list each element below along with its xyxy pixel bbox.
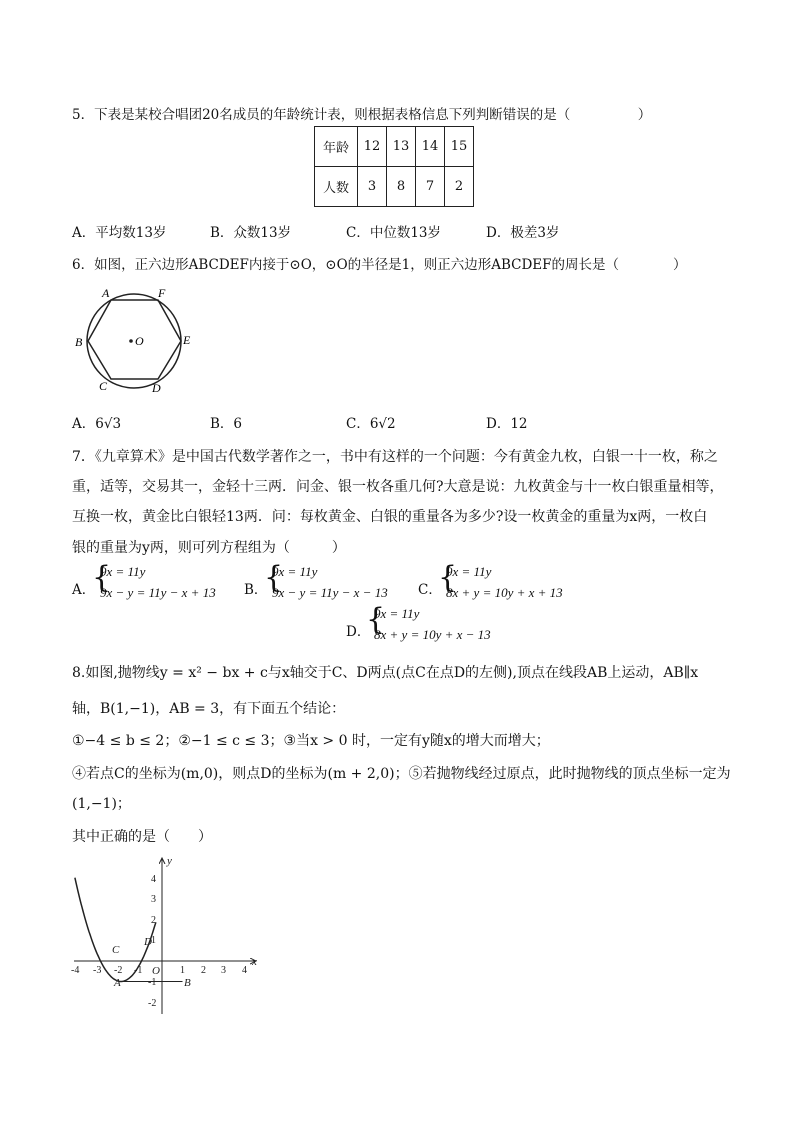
y-tick: 4 (151, 874, 156, 885)
x-tick: 4 (242, 965, 247, 976)
point-d-label: D (144, 936, 152, 948)
x-tick: 3 (221, 965, 226, 976)
y-axis-label: y (167, 855, 172, 867)
table-cell: 2 (445, 167, 474, 207)
table-cell: 人数 (315, 167, 358, 207)
brace: { (366, 602, 386, 637)
q7-option-a-label: A． (72, 582, 96, 598)
x-tick: -1 (134, 965, 143, 976)
q7-b-eq1: 9x = 11y (272, 564, 318, 579)
table-row (315, 167, 474, 207)
q7-option-c-label: C． (418, 582, 442, 598)
label-b: B (75, 335, 83, 349)
q7-d-eq2: 8x + y = 10y + x − 13 (374, 627, 491, 642)
label-c: C (99, 379, 108, 393)
table-cell: 15 (445, 127, 474, 167)
q5-option-b: B．众数13岁 (210, 225, 292, 241)
q6-option-d: D．12 (486, 416, 528, 432)
age-table (314, 126, 474, 207)
q7-a-eq2: 9x − y = 11y − x + 13 (100, 585, 216, 600)
point-b-label: B (184, 977, 191, 989)
circle-o (87, 294, 181, 388)
y-tick: 2 (151, 915, 156, 926)
point-a-label: A (114, 977, 121, 989)
point-c-label: C (112, 944, 120, 956)
q5-option-d: D．极差3岁 (486, 225, 560, 241)
label-o: O (135, 334, 144, 348)
q7-d-eq1: 9x = 11y (374, 606, 420, 621)
table-cell: 14 (416, 127, 445, 167)
table-cell: 年龄 (315, 127, 358, 167)
parabola-graph (68, 852, 268, 1017)
q5-option-a: A．平均数13岁 (72, 225, 167, 241)
q8-line3: ①−4 ≤ b ≤ 2；②−1 ≤ c ≤ 3；③当x > 0 时，一定有y随x的增大而增大； (72, 733, 550, 749)
x-tick: -2 (114, 965, 123, 976)
table-row (315, 127, 474, 167)
y-tick: 1 (151, 935, 156, 946)
label-e: E (183, 333, 191, 347)
brace: { (264, 560, 284, 595)
q7-b-eq2: 9x − y = 11y − x − 13 (272, 585, 388, 600)
q7-option-b-label: B． (244, 582, 268, 598)
table-cell: 3 (358, 167, 387, 207)
brace: { (438, 560, 458, 595)
y-tick: 3 (151, 894, 156, 905)
table-cell: 13 (387, 127, 416, 167)
table-cell: 8 (387, 167, 416, 207)
q7-line4: 银的重量为y两，则可列方程组为（ ） (72, 540, 346, 556)
q7-line2: 重，适等，交易其一，金轻十三两．问金、银一枚各重几何?大意是说：九枚黄金与十一枚白银重量相等， (72, 479, 724, 495)
q6-option-b: B．6 (210, 416, 243, 432)
q8-line1: 8.如图,抛物线y = x² − bx + c与x轴交于C、D两点(点C在点D的左侧),顶点在线段AB上运动，AB∥x (72, 665, 699, 681)
q5-option-c: C．中位数13岁 (346, 225, 442, 241)
point-o-label: O (152, 965, 160, 977)
q7-option-d-label: D． (346, 624, 371, 640)
q5-stem: 5．下表是某校合唱团20名成员的年龄统计表，则根据表格信息下列判断错误的是（ ） (72, 107, 652, 123)
q7-a-eq1: 9x = 11y (100, 564, 146, 579)
x-axis-label: x (252, 956, 257, 968)
label-f: F (158, 286, 166, 300)
center-point (129, 339, 133, 343)
label-d: D (152, 381, 161, 395)
q8-line5: (1,−1)； (72, 796, 131, 812)
x-tick: 2 (201, 965, 206, 976)
x-tick: 1 (180, 965, 185, 976)
x-tick: -3 (93, 965, 102, 976)
q7-line1: 7．《九章算术》是中国古代数学著作之一，书中有这样的一个问题：今有黄金九枚，白银一十一枚，称之 (72, 449, 718, 465)
hexagon-figure (72, 282, 202, 397)
q6-option-a: A．6√3 (72, 416, 122, 432)
q8-line4: ④若点C的坐标为(m,0)，则点D的坐标为(m + 2,0)；⑤若抛物线经过原点，此时抛物线的顶点坐标一定为 (72, 766, 731, 782)
q7-c-eq2: 8x + y = 10y + x + 13 (446, 585, 563, 600)
y-tick: -2 (148, 998, 157, 1009)
table-cell: 7 (416, 167, 445, 207)
q6-option-c: C．6√2 (346, 416, 396, 432)
q6-stem: 6．如图，正六边形ABCDEF内接于⊙O，⊙O的半径是1，则正六边形ABCDEF的周长是（ ） (72, 257, 687, 273)
q7-line3: 互换一枚，黄金比白银轻13两．问：每枚黄金、白银的重量各为多少?设一枚黄金的重量为x两，一枚白 (72, 509, 708, 525)
y-tick: -1 (148, 977, 157, 988)
table-cell: 12 (358, 127, 387, 167)
q7-c-eq1: 9x = 11y (446, 564, 492, 579)
x-tick: -4 (71, 965, 80, 976)
q8-line6: 其中正确的是（ ） (72, 829, 212, 845)
brace: { (92, 560, 112, 595)
q8-line2: 轴，B(1,−1)，AB = 3，有下面五个结论： (72, 701, 346, 717)
label-a: A (102, 286, 110, 300)
